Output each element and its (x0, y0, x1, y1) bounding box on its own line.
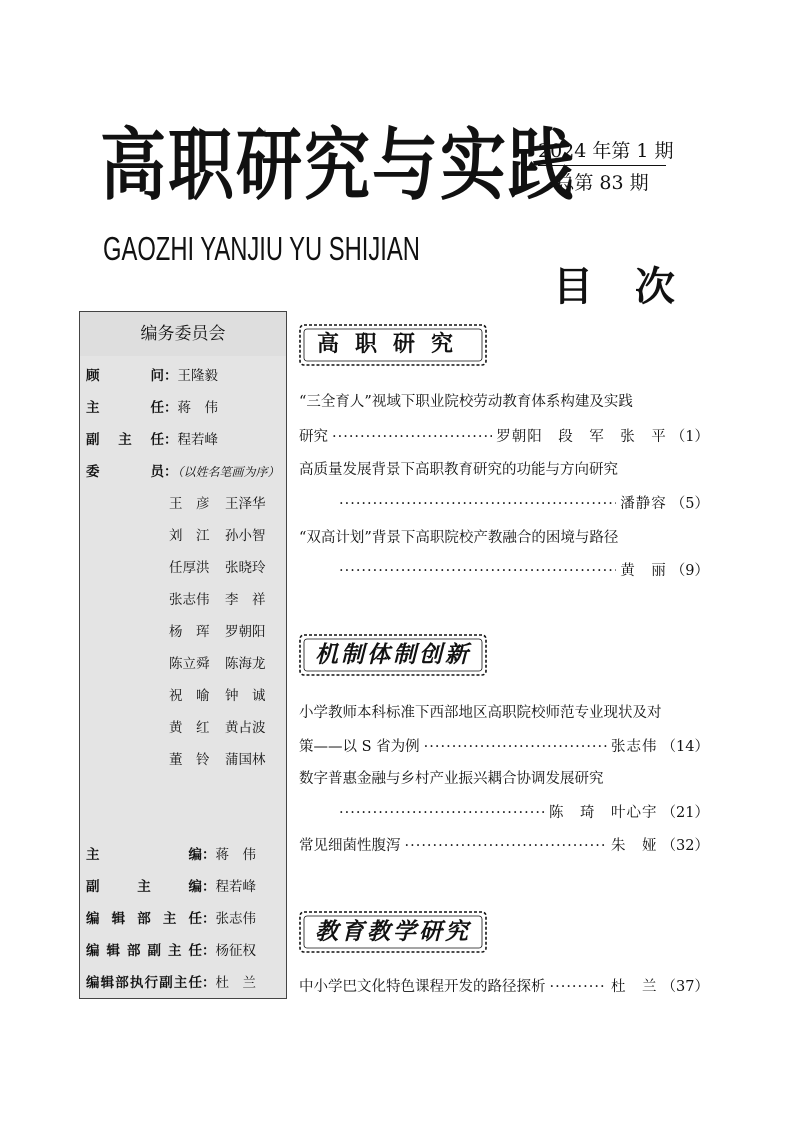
members-order-note: （以姓名笔画为序） (177, 465, 280, 479)
article-page: （37） (661, 979, 709, 995)
role-label: 编辑部执行副主任 (86, 975, 202, 991)
article-title-line[interactable]: 数字普惠金融与乡村产业振兴耦合协调发展研究 (299, 771, 604, 787)
board-members-label-row: 委员：（以姓名笔画为序） (86, 460, 280, 480)
role-label: 编辑部主任 (86, 911, 202, 927)
editorial-board-body (80, 356, 286, 998)
board-deputy-editor-row: 副主编：程若峰 (86, 875, 256, 895)
leader-dots (339, 494, 616, 514)
member-row: 任厚洪 张晓玲 (169, 560, 266, 576)
section-banner-teaching-research (297, 909, 489, 955)
person-name: 蒋 伟 (215, 847, 256, 863)
issue-number: 2024 年第 1 期 (538, 136, 666, 166)
journal-title: 高职研究与实践 (100, 119, 576, 211)
article-page: （5） (670, 496, 709, 512)
article-title-line[interactable]: 小学教师本科标准下西部地区高职院校师范专业现状及对 (299, 705, 662, 721)
article-authors: 张志伟 (611, 739, 658, 755)
role-label: 主任 (86, 400, 164, 416)
member-row: 刘 江 孙小智 (169, 528, 266, 544)
person-name: 程若峰 (177, 432, 218, 448)
board-director-row: 主任：蒋 伟 (86, 396, 218, 416)
article-title-line[interactable]: “双高计划”背景下高职院校产教融合的困境与路径 (299, 530, 619, 546)
contents-heading: 目 次 (553, 264, 689, 310)
leader-dots (424, 737, 607, 757)
board-dept-director-row: 编辑部主任：张志伟 (86, 907, 256, 927)
issue-info (538, 136, 674, 195)
toc-entry[interactable]: 研究 ····· 罗朝阳 段 军 张 平 （1） (299, 427, 709, 447)
article-authors: 朱 娅 (611, 838, 658, 854)
toc-entry[interactable] (299, 494, 709, 514)
article-title-line[interactable]: 高质量发展背景下高职教育研究的功能与方向研究 (299, 462, 618, 478)
toc-entry[interactable] (299, 977, 709, 997)
board-deputy-director-row: 副主任：程若峰 (86, 428, 218, 448)
toc-entry[interactable] (299, 561, 709, 581)
role-label: 委员 (86, 464, 164, 480)
member-row: 陈立舜 陈海龙 (169, 656, 266, 672)
article-page: （21） (661, 805, 709, 821)
leader-dots (339, 803, 545, 823)
role-label: 副主编 (86, 879, 202, 895)
person-name: 杜 兰 (215, 975, 256, 991)
article-authors: 黄 丽 (620, 563, 667, 579)
role-label: 顾问 (86, 368, 164, 384)
role-label: 副主任 (86, 432, 164, 448)
board-dept-exec-deputy-row: 编辑部执行副主任：杜 兰 (86, 971, 256, 991)
leader-dots (405, 836, 608, 856)
person-name: 杨征权 (215, 943, 256, 959)
article-title-line[interactable]: “三全育人”视域下职业院校劳动教育体系构建及实践 (299, 394, 633, 410)
article-page: （1） (670, 429, 709, 445)
toc-entry[interactable] (299, 836, 709, 856)
member-row: 张志伟 李 祥 (169, 592, 266, 608)
board-advisor-row: 顾问：王隆毅 (86, 364, 218, 384)
member-row: 祝 喻 钟 诚 (169, 688, 266, 704)
article-page: （32） (661, 838, 709, 854)
article-authors: 潘静容 (620, 496, 667, 512)
section-title: 高职研究 (316, 332, 469, 357)
article-title: 常见细菌性腹泻 (299, 838, 401, 854)
total-issue-number: 总第 83 期 (555, 172, 649, 194)
role-label: 主编 (86, 847, 202, 863)
person-name: 程若峰 (215, 879, 256, 895)
member-row: 董 铃 蒲国林 (169, 752, 266, 768)
person-name: 张志伟 (215, 911, 256, 927)
article-page: （14） (661, 739, 709, 755)
article-authors: 杜 兰 (611, 979, 658, 995)
section-banner-mechanism-innovation (297, 632, 489, 678)
leader-dots (339, 561, 616, 581)
section-banner-higher-vocational-research (297, 322, 489, 368)
member-row: 王 彦 王泽华 (169, 496, 266, 512)
article-authors: 陈 琦 叶心宇 (549, 805, 658, 821)
member-row: 黄 红 黄占波 (169, 720, 266, 736)
board-dept-deputy-row: 编辑部副主任：杨征权 (86, 939, 256, 959)
section-title: 机制体制创新 (315, 642, 471, 668)
editorial-board-panel (79, 311, 287, 999)
leader-dots (550, 977, 608, 997)
toc-entry[interactable]: 策——以 S 省为例 ····· 张志伟 （14） (299, 737, 709, 757)
journal-pinyin-title: GAOZHI YANJIU YU SHIJIAN (103, 230, 420, 267)
article-title: 中小学巴文化特色课程开发的路径探析 (299, 979, 546, 995)
editorial-board-title: 编务委员会 (80, 312, 286, 356)
section-title: 教育教学研究 (315, 919, 471, 945)
person-name: 蒋 伟 (177, 400, 218, 416)
toc-entry[interactable] (299, 803, 709, 823)
person-name: 王隆毅 (177, 368, 218, 384)
article-page: （9） (670, 563, 709, 579)
member-row: 杨 珲 罗朝阳 (169, 624, 266, 640)
leader-dots (332, 427, 492, 447)
article-authors: 罗朝阳 段 军 张 平 (496, 429, 667, 445)
board-editor-row: 主编：蒋 伟 (86, 843, 256, 863)
role-label: 编辑部副主任 (86, 943, 202, 959)
